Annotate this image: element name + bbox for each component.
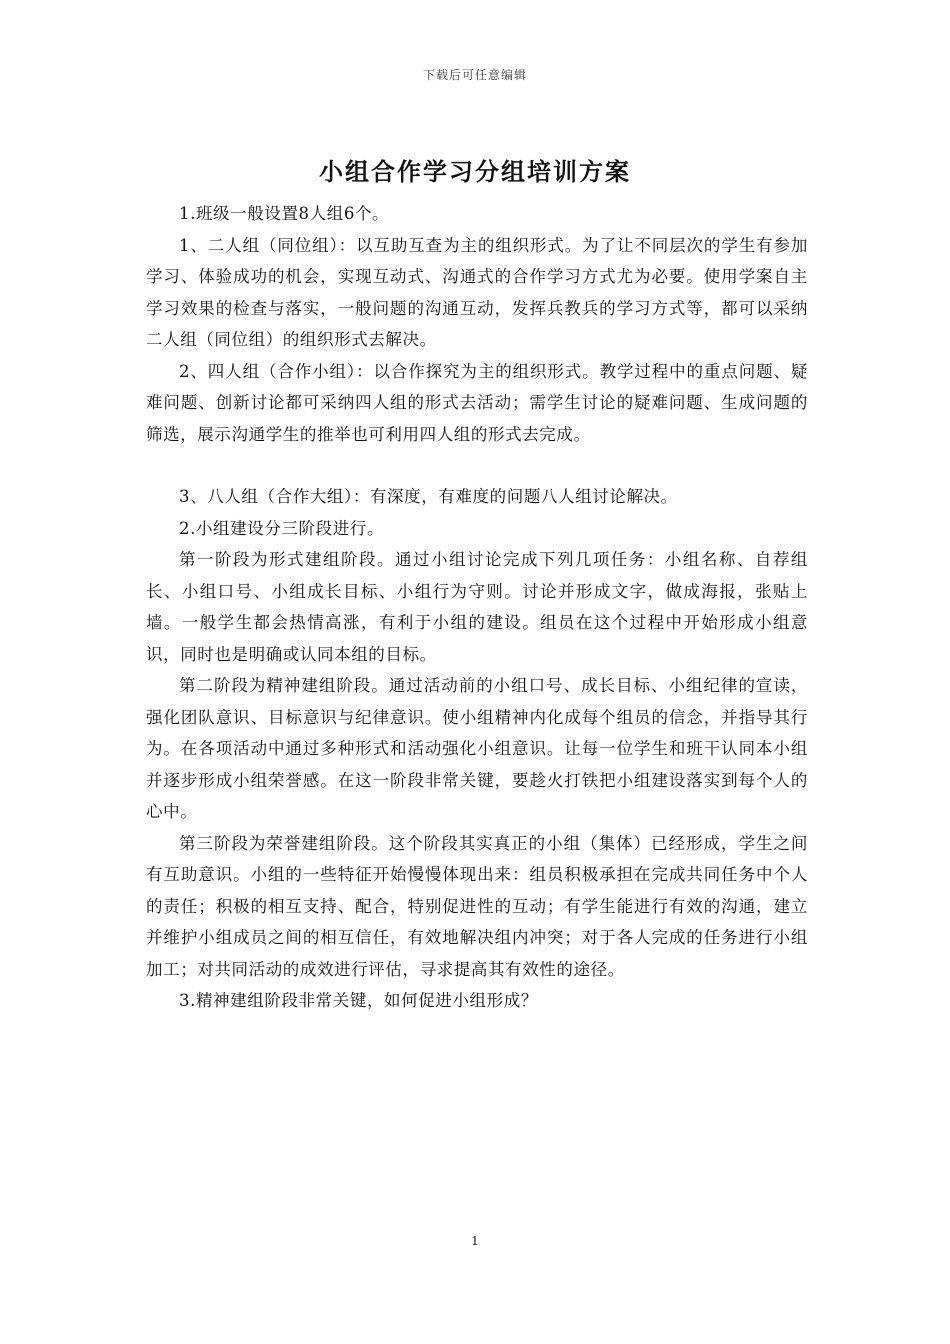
paragraph-three-stages: 2.小组建设分三阶段进行。 [179, 518, 385, 538]
document-title: 小组合作学习分组培训方案 [319, 158, 631, 186]
paragraph-question: 3.精神建组阶段非常关键，如何促进小组形成？ [179, 991, 538, 1010]
page-number: 1 [471, 1234, 479, 1248]
paragraph-group-setup: 1.班级一般设置8人组6个。 [179, 204, 390, 223]
paragraph-stage-two: 第二阶段为精神建组阶段。通过活动前的小组口号、成长目标、小组纪律的宣读，强化团队意识、目标意识与纪律意识。使小组精神内化成每个组员的信念，并指导其行为。在各项活动中通过多种形式和活动强化小组意识。让每一位学生和班干认同本小组并逐步形成小组荣誉感。在这一阶段非常关键，要趁火打铁把小组建设落实到每个人的心中。 [146, 676, 808, 821]
header-note: 下载后可任意编辑 [422, 68, 527, 82]
paragraph-stage-three: 第三阶段为荣誉建组阶段。这个阶段其实真正的小组（集体）已经形成，学生之间有互助意识。小组的一些特征开始慢慢体现出来：组员积极承担在完成共同任务中个人的责任；积极的相互支持、配合，特别促进性的互动；有学生能进行有效的沟通，建立并维护小组成员之间的相互信任，有效地解决组内冲突；对于各人完成的任务进行小组加工；对共同活动的成效进行评估，寻求提高其有效性的途径。 [146, 833, 808, 979]
paragraph-eight-person-group: 3、八人组（合作大组）：有深度，有难度的问题八人组讨论解决。 [179, 487, 678, 506]
paragraph-four-person-group: 2、四人组（合作小组）：以合作探究为主的组织形式。教学过程中的重点问题、疑难问题、创新讨论都可采纳四人组的形式去活动；需学生讨论的疑难问题、生成问题的筛选，展示沟通学生的推举也可利用四人组的形式去完成。 [146, 361, 808, 444]
paragraph-stage-one: 第一阶段为形式建组阶段。通过小组讨论完成下列几项任务：小组名称、自荐组长、小组口号、小组成长目标、小组行为守则。讨论并形成文字，做成海报，张贴上墙。一般学生都会热情高涨，有利于小组的建设。组员在这个过程中开始形成小组意识，同时也是明确或认同本组的目标。 [146, 550, 808, 664]
document-body [146, 198, 808, 1017]
paragraph-two-person-group: 1、二人组（同位组）：以互助互查为主的组织形式。为了让不同层次的学生有参加学习、体验成功的机会，实现互动式、沟通式的合作学习方式尤为必要。使用学案自主学习效果的检查与落实，一般问题的沟通互动，发挥兵教兵的学习方式等，都可以采纳二人组（同位组）的组织形式去解决。 [146, 235, 808, 349]
